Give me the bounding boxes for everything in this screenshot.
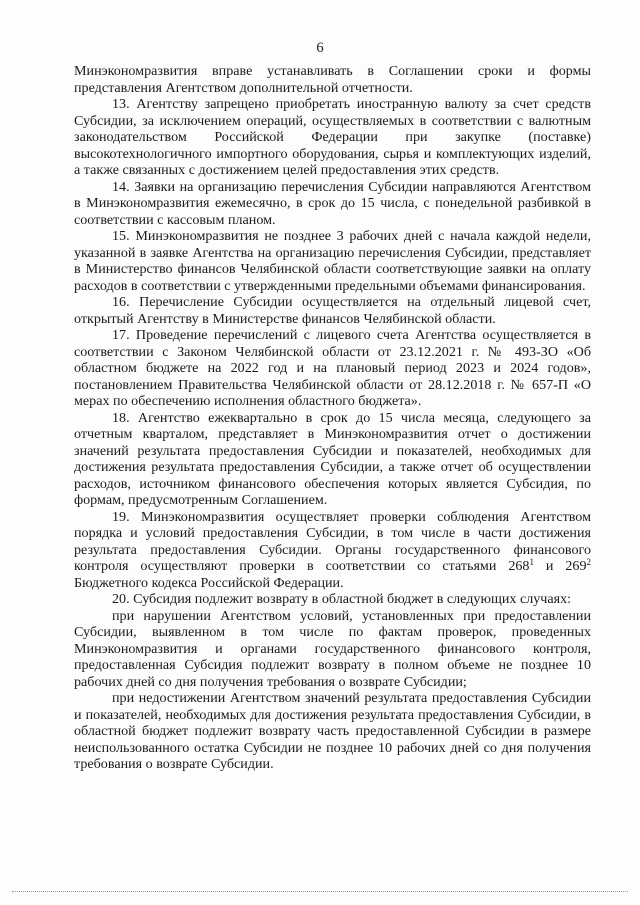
document-body	[74, 63, 591, 773]
superscript-269-2: 2	[586, 557, 592, 567]
paragraph-19-text: 19. Минэкономразвития осуществляет проверки соблюдения Агентством порядка и условий предоставления Субсидии, в том числе в части достижения результата предоставления Субсидии. Органы государственного финансового контроля осуществляют проверки в соответствии со статьями 268	[74, 508, 591, 574]
paragraph-continuation: Минэкономразвития вправе устанавливать в Соглашении сроки и формы представления Агентством дополнительной отчетности.	[74, 63, 591, 96]
scan-bottom-edge	[12, 891, 628, 893]
paragraph-16: 16. Перечисление Субсидии осуществляется на отдельный лицевой счет, открытый Агентству в Министерстве финансов Челябинской области.	[74, 294, 591, 327]
paragraph-20: 20. Субсидия подлежит возврату в областной бюджет в следующих случаях:	[112, 591, 572, 607]
paragraph-20-case-nonachievement: при недостижении Агентством значений результата предоставления Субсидии и показателей, необходимых для достижения результата предоставления Субсидии, в областной бюджет подлежит возврату часть предоставленной Субсидии в размере неиспользованного остатка Субсидии не позднее 10 рабочих дней со дня получения требования о возврате Субсидии.	[74, 690, 591, 772]
page-number: 6	[316, 40, 324, 56]
paragraph-17: 17. Проведение перечислений с лицевого счета Агентства осуществляется в соответствии с Законом Челябинской области от 23.12.2021 г. № 493-ЗО «Об областном бюджете на 2022 год и на плановый период 2023 и 2024 годов», постановлением Правительства Челябинской области от 28.12.2018 г. № 657-П «О мерах по обеспечению исполнения областного бюджета».	[74, 327, 591, 409]
paragraph-14: 14. Заявки на организацию перечисления Субсидии направляются Агентством в Минэкономразвития ежемесячно, в срок до 15 числа, с понедельной разбивкой в соответствии с кассовым планом.	[74, 178, 591, 228]
paragraph-15: 15. Минэкономразвития не позднее 3 рабочих дней с начала каждой недели, указанной в заявке Агентства на организацию перечисления Субсидии, представляет в Министерство финансов Челябинской области соответствующие заявки на оплату расходов в соответствии с утвержденными предельными объемами финансирования.	[74, 228, 591, 294]
paragraph-18: 18. Агентство ежеквартально в срок до 15 числа месяца, следующего за отчетным кварталом, представляет в Минэкономразвития отчет о достижении значений результата предоставления Субсидии и показателей, необходимых для достижения результата предоставления Субсидии, а также отчет об осуществлении расходов, источником финансового обеспечения которых является Субсидия, по формам, предусмотренным Соглашением.	[74, 409, 591, 508]
superscript-268-1: 1	[529, 557, 534, 567]
paragraph-19-tail: Бюджетного кодекса Российской Федерации.	[74, 574, 344, 591]
paragraph-19-mid: и 269	[533, 558, 587, 574]
paragraph-19	[74, 509, 591, 592]
paragraph-13: 13. Агентству запрещено приобретать иностранную валюту за счет средств Субсидии, за исключением операций, осуществляемых в соответствии с валютным законодательством Российской Федерации при закупке (поставке) высокотехнологичного импортного оборудования, сырья и комплектующих изделий, а также связанных с достижением целей предоставления этих средств.	[74, 96, 591, 178]
paragraph-20-case-violation: при нарушении Агентством условий, установленных при предоставлении Субсидии, выявленном в том числе по фактам проверок, проведенных Минэкономразвития и органами государственного финансового контроля, предоставленная Субсидия подлежит возврату в полном объеме не позднее 10 рабочих дней со дня получения требования о возврате Субсидии;	[74, 607, 591, 690]
